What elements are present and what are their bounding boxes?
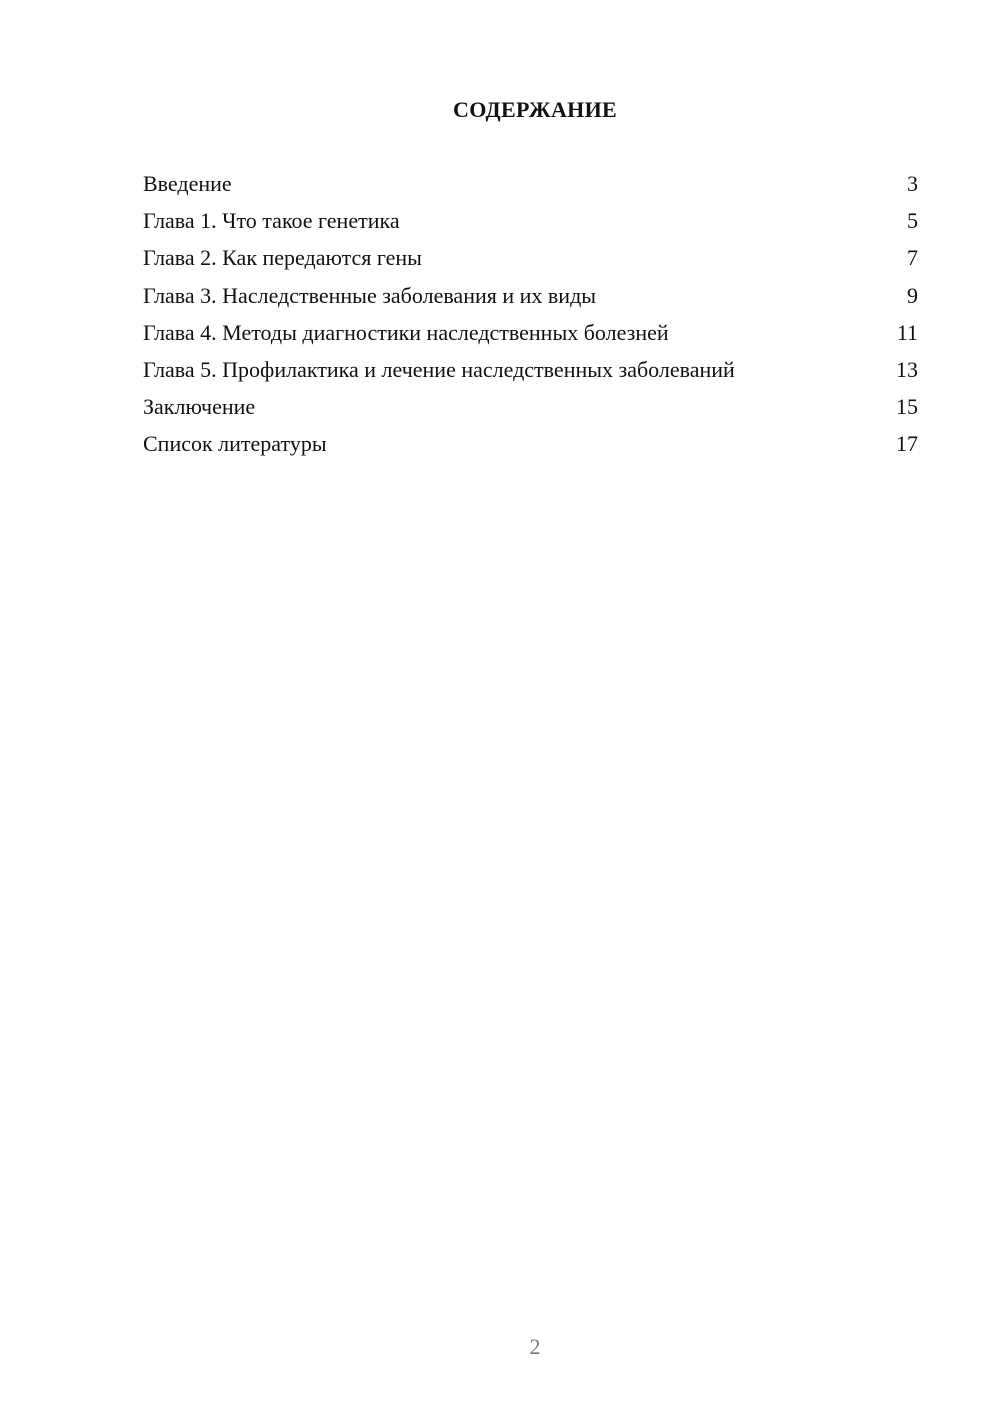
toc-entry [143,391,918,428]
toc-entry [143,280,918,317]
toc-entry-label: Заключение [143,394,256,420]
toc-entry-label: Глава 2. Как передаются гены [143,245,422,271]
toc-entry-page: 11 [896,319,918,345]
toc-entry [143,317,918,354]
toc-entry-label: Список литературы [143,431,327,457]
table-of-contents [143,168,918,466]
toc-entry-page: 3 [907,171,918,196]
toc-entry [143,205,918,242]
toc-entry-page: 9 [907,282,918,308]
page-title: СОДЕРЖАНИЕ [453,97,617,122]
toc-entry-page: 7 [907,245,918,271]
page-number: 2 [529,1334,541,1359]
toc-entry [143,354,918,391]
toc-entry [143,168,918,205]
toc-entry-label: Глава 5. Профилактика и лечение наследственных заболеваний [143,356,735,382]
toc-entry-label: Введение [143,171,232,196]
toc-entry [143,428,918,465]
toc-entry-label: Глава 4. Методы диагностики наследственных болезней [143,319,669,345]
toc-entry-page: 17 [896,431,918,457]
toc-entry-page: 13 [896,356,918,382]
toc-entry-label: Глава 3. Наследственные заболевания и их виды [143,282,597,308]
toc-entry-page: 5 [907,208,918,234]
toc-entry-label: Глава 1. Что такое генетика [143,208,400,234]
toc-entry-page: 15 [896,394,918,420]
toc-entry [143,242,918,279]
